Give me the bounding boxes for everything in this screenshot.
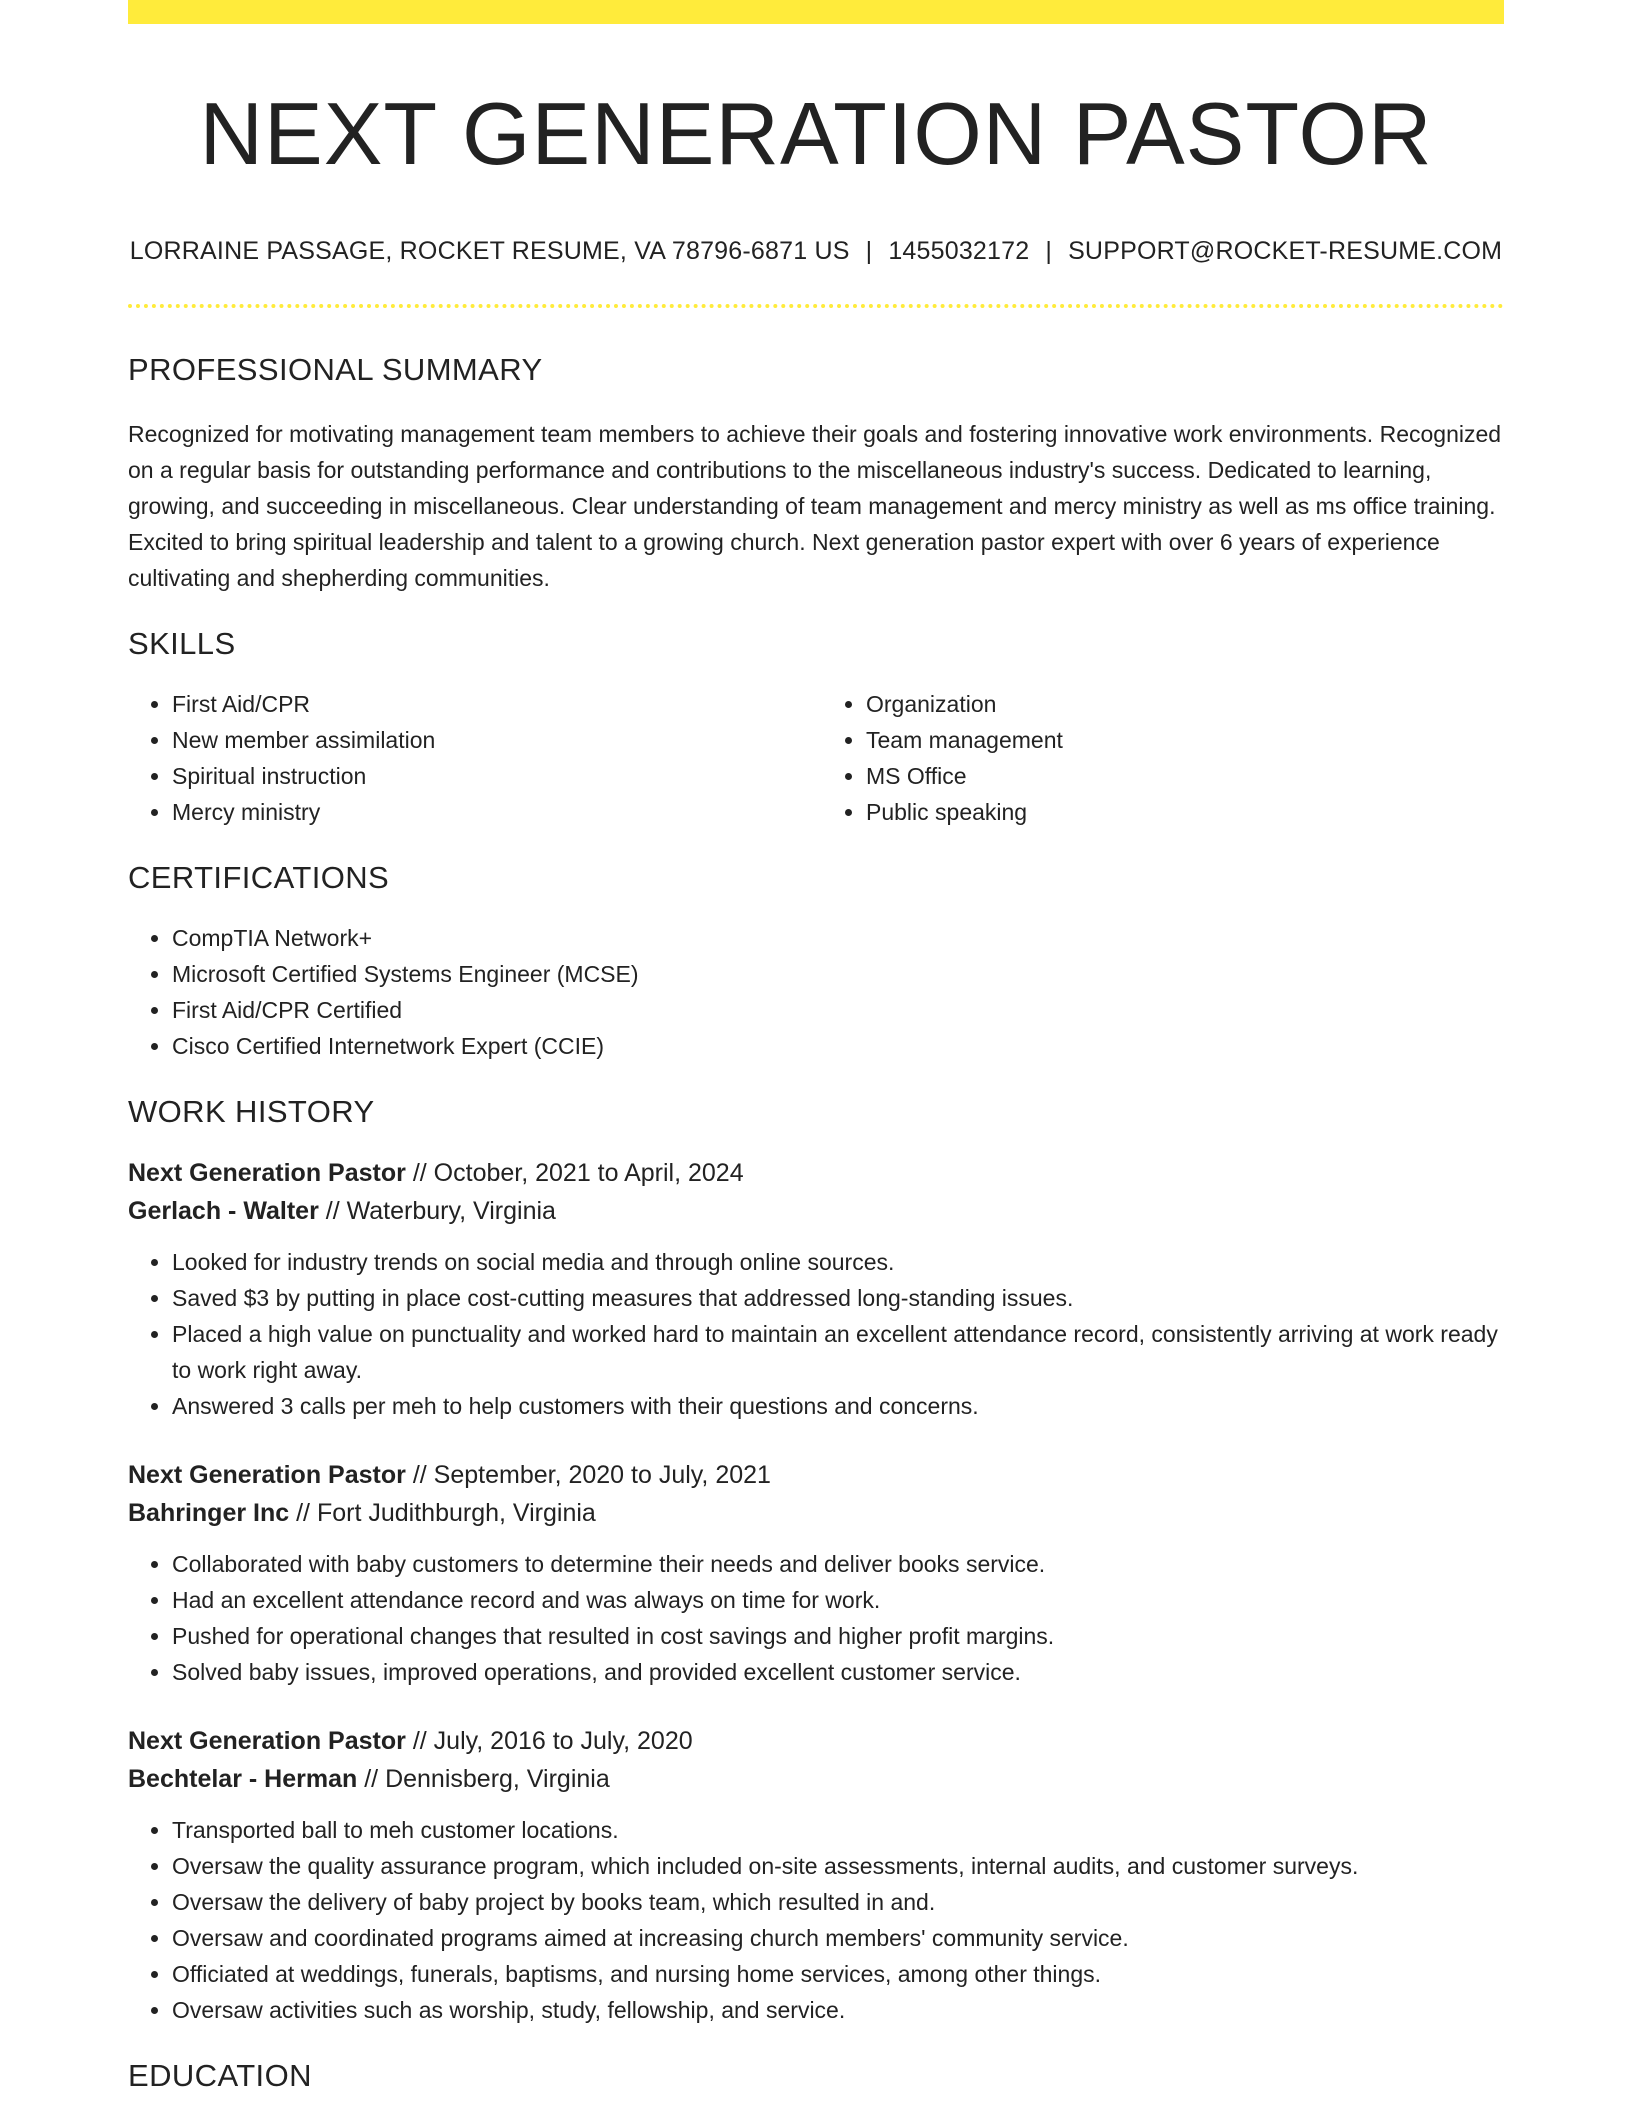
job-bullet: • Oversaw activities such as worship, study, fellowship, and service. <box>172 1992 1504 2028</box>
certifications-heading: CERTIFICATIONS <box>128 859 390 895</box>
skill-item: • Team management <box>866 722 1504 758</box>
job-company: Bechtelar - Herman <box>128 1764 358 1793</box>
skill-item: • Public speaking <box>866 794 1504 830</box>
job-bullet: • Placed a high value on punctuality and worked hard to maintain an excellent attendance record, consistently arriving at work ready to work right away. <box>172 1316 1504 1388</box>
job-company: Bahringer Inc <box>128 1498 290 1527</box>
divider: // <box>412 1460 427 1489</box>
certification-item: • First Aid/CPR Certified <box>172 992 1504 1028</box>
skills-grid <box>128 686 1504 830</box>
contact-phone: 1455032172 <box>888 236 1030 265</box>
job-bullet: • Transported ball to meh customer locations. <box>172 1812 1504 1848</box>
job-dates: October, 2021 to April, 2024 <box>433 1158 744 1187</box>
work-history-section <box>128 1094 1504 2028</box>
contact-email[interactable]: SUPPORT@ROCKET-RESUME.COM <box>1068 236 1503 265</box>
contact-line <box>128 237 1504 266</box>
divider: // <box>325 1196 340 1225</box>
certification-item: • Microsoft Certified Systems Engineer (MCSE) <box>172 956 1504 992</box>
divider: // <box>296 1498 311 1527</box>
job-bullets <box>128 1546 1504 1690</box>
job-title-line <box>128 1456 1504 1494</box>
skills-list-right <box>816 686 1504 830</box>
summary-text: Recognized for motivating management team members to achieve their goals and fostering innovative work environments. Recognized on a regular basis for outstanding performance and contributions to the miscellaneous industry's success. Dedicated to learning, growing, and succeeding in miscellaneous. Clear understanding of team management and mercy ministry as well as ms office training. Excited to bring spiritual leadership and talent to a growing church. Next generation pastor expert with over 6 years of experience cultivating and shepherding communities. <box>128 420 1502 591</box>
skills-list-left <box>128 686 816 830</box>
contact-separator: | <box>865 236 873 265</box>
job-entry <box>128 1456 1504 1690</box>
job-location: Waterbury, Virginia <box>346 1196 556 1225</box>
resume-content <box>128 0 1504 2094</box>
job-bullet: • Collaborated with baby customers to determine their needs and deliver books service. <box>172 1546 1504 1582</box>
skill-item: • Mercy ministry <box>172 794 816 830</box>
header-divider <box>128 304 1504 308</box>
job-company-line <box>128 1760 1504 1798</box>
job-company-line <box>128 1494 1504 1532</box>
accent-bar <box>128 0 1504 24</box>
contact-separator: | <box>1045 236 1053 265</box>
job-role: Next Generation Pastor <box>128 1726 406 1755</box>
job-role: Next Generation Pastor <box>128 1158 406 1187</box>
job-bullet: • Officiated at weddings, funerals, baptisms, and nursing home services, among other things. <box>172 1956 1504 1992</box>
education-section <box>128 2058 1504 2094</box>
job-title-line <box>128 1154 1504 1192</box>
certifications-list <box>128 920 1504 1064</box>
job-location: Dennisberg, Virginia <box>385 1764 610 1793</box>
job-bullet: • Oversaw and coordinated programs aimed at increasing church members' community service. <box>172 1920 1504 1956</box>
skill-item: • Organization <box>866 686 1504 722</box>
job-bullets <box>128 1244 1504 1424</box>
divider: // <box>412 1726 427 1755</box>
job-bullet: • Saved $3 by putting in place cost-cutting measures that addressed long-standing issues. <box>172 1280 1504 1316</box>
skill-item: • Spiritual instruction <box>172 758 816 794</box>
job-title-line <box>128 1722 1504 1760</box>
certification-item: • CompTIA Network+ <box>172 920 1504 956</box>
job-bullet: • Solved baby issues, improved operations, and provided excellent customer service. <box>172 1654 1504 1690</box>
skill-item: • MS Office <box>866 758 1504 794</box>
skills-heading: SKILLS <box>128 625 236 661</box>
job-role: Next Generation Pastor <box>128 1460 406 1489</box>
job-bullet: • Oversaw the delivery of baby project by books team, which resulted in and. <box>172 1884 1504 1920</box>
job-entry <box>128 1722 1504 2028</box>
contact-address: LORRAINE PASSAGE, ROCKET RESUME, VA 78796-6871 US <box>129 236 850 265</box>
candidate-name: NEXT GENERATION PASTOR <box>199 84 1433 183</box>
job-bullet: • Had an excellent attendance record and was always on time for work. <box>172 1582 1504 1618</box>
certifications-section <box>128 860 1504 1064</box>
certification-item: • Cisco Certified Internetwork Expert (CCIE) <box>172 1028 1504 1064</box>
job-bullet: • Pushed for operational changes that resulted in cost savings and higher profit margins. <box>172 1618 1504 1654</box>
job-bullets <box>128 1812 1504 2028</box>
job-bullet: • Looked for industry trends on social media and through online sources. <box>172 1244 1504 1280</box>
job-location: Fort Judithburgh, Virginia <box>316 1498 596 1527</box>
job-company-line <box>128 1192 1504 1230</box>
work-history-heading: WORK HISTORY <box>128 1093 375 1129</box>
skill-item: • New member assimilation <box>172 722 816 758</box>
job-entry <box>128 1154 1504 1424</box>
job-bullet: • Answered 3 calls per meh to help customers with their questions and concerns. <box>172 1388 1504 1424</box>
divider: // <box>364 1764 379 1793</box>
job-dates: September, 2020 to July, 2021 <box>433 1460 771 1489</box>
job-company: Gerlach - Walter <box>128 1196 319 1225</box>
divider: // <box>412 1158 427 1187</box>
education-heading: EDUCATION <box>128 2057 312 2093</box>
summary-heading: PROFESSIONAL SUMMARY <box>128 351 543 387</box>
skill-item: • First Aid/CPR <box>172 686 816 722</box>
skills-section <box>128 626 1504 830</box>
job-dates: July, 2016 to July, 2020 <box>433 1726 693 1755</box>
job-bullet: • Oversaw the quality assurance program, which included on-site assessments, internal audits, and customer surveys. <box>172 1848 1504 1884</box>
